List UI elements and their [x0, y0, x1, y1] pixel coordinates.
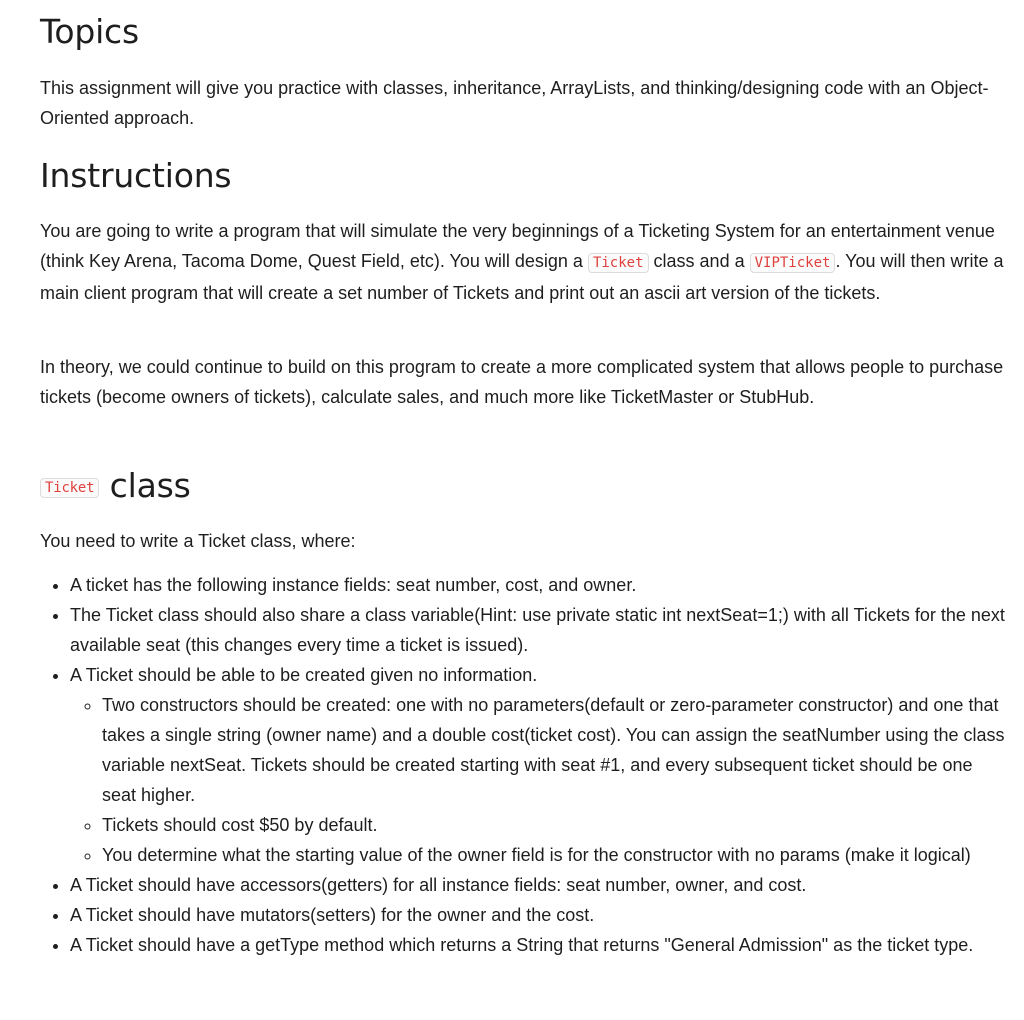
instructions-paragraph-1 — [40, 216, 1008, 308]
instructions-text-3: . You will then write a main client program that will create a set number of Tickets and print out an ascii art version of the tickets. — [40, 251, 1004, 303]
sub-list-item: ◦ You determine what the starting value of the owner field is for the constructor with no params (make it logical) — [102, 840, 1008, 870]
sub-list-item: ◦ Tickets should cost $50 by default. — [102, 810, 1008, 840]
list-item: • The Ticket class should also share a class variable(Hint: use private static int nextSeat=1;) with all Tickets for the next available seat (this changes every time a ticket is issued). — [70, 600, 1008, 660]
ticket-class-intro: You need to write a Ticket class, where: — [40, 531, 356, 551]
instructions-paragraph-2: In theory, we could continue to build on this program to create a more complicated system that allows people to purchase tickets (become owners of tickets), calculate sales, and much more like TicketMaster or StubHub. — [40, 357, 1004, 407]
list-item: • A Ticket should have mutators(setters) for the owner and the cost. — [70, 900, 1008, 930]
list-item — [70, 660, 1008, 870]
list-item: • A Ticket should have accessors(getters) for all instance fields: seat number, owner, and cost. — [70, 870, 1008, 900]
ticket-class-heading — [40, 466, 191, 508]
constructor-sublist — [70, 690, 1008, 870]
ticket-class-heading-text: class — [109, 466, 191, 505]
ticket-code-inline: Ticket — [588, 253, 649, 273]
list-item: • A ticket has the following instance fields: seat number, cost, and owner. — [70, 570, 1008, 600]
topics-intro-paragraph: This assignment will give you practice with classes, inheritance, ArrayLists, and thinking/designing code with an Object-Oriented approach. — [40, 78, 989, 128]
topics-heading: Topics — [40, 12, 139, 51]
instructions-text-2: class and a — [648, 251, 750, 271]
sub-list-item: ◦ Two constructors should be created: one with no parameters(default or zero-parameter constructor) and one that takes a single string (owner name) and a double cost(ticket cost). You can assign the seatNumber using the class variable nextSeat. Tickets should be created starting with seat #1, and every subsequent ticket should be one seat higher. — [102, 690, 1008, 810]
ticket-requirements-list — [40, 570, 1008, 960]
ticket-class-code: Ticket — [40, 478, 99, 498]
list-item: • A Ticket should have a getType method which returns a String that returns "General Admission" as the ticket type. — [70, 930, 1008, 960]
instructions-heading: Instructions — [40, 156, 232, 195]
list-item-text: A Ticket should be able to be created given no information. — [70, 665, 538, 685]
instructions-text-1: You are going to write a program that will simulate the very beginnings of a Ticketing System for an entertainment venue (think Key Arena, Tacoma Dome, Quest Field, etc). You will design a — [40, 221, 995, 271]
vipticket-code-inline: VIPTicket — [750, 253, 836, 273]
